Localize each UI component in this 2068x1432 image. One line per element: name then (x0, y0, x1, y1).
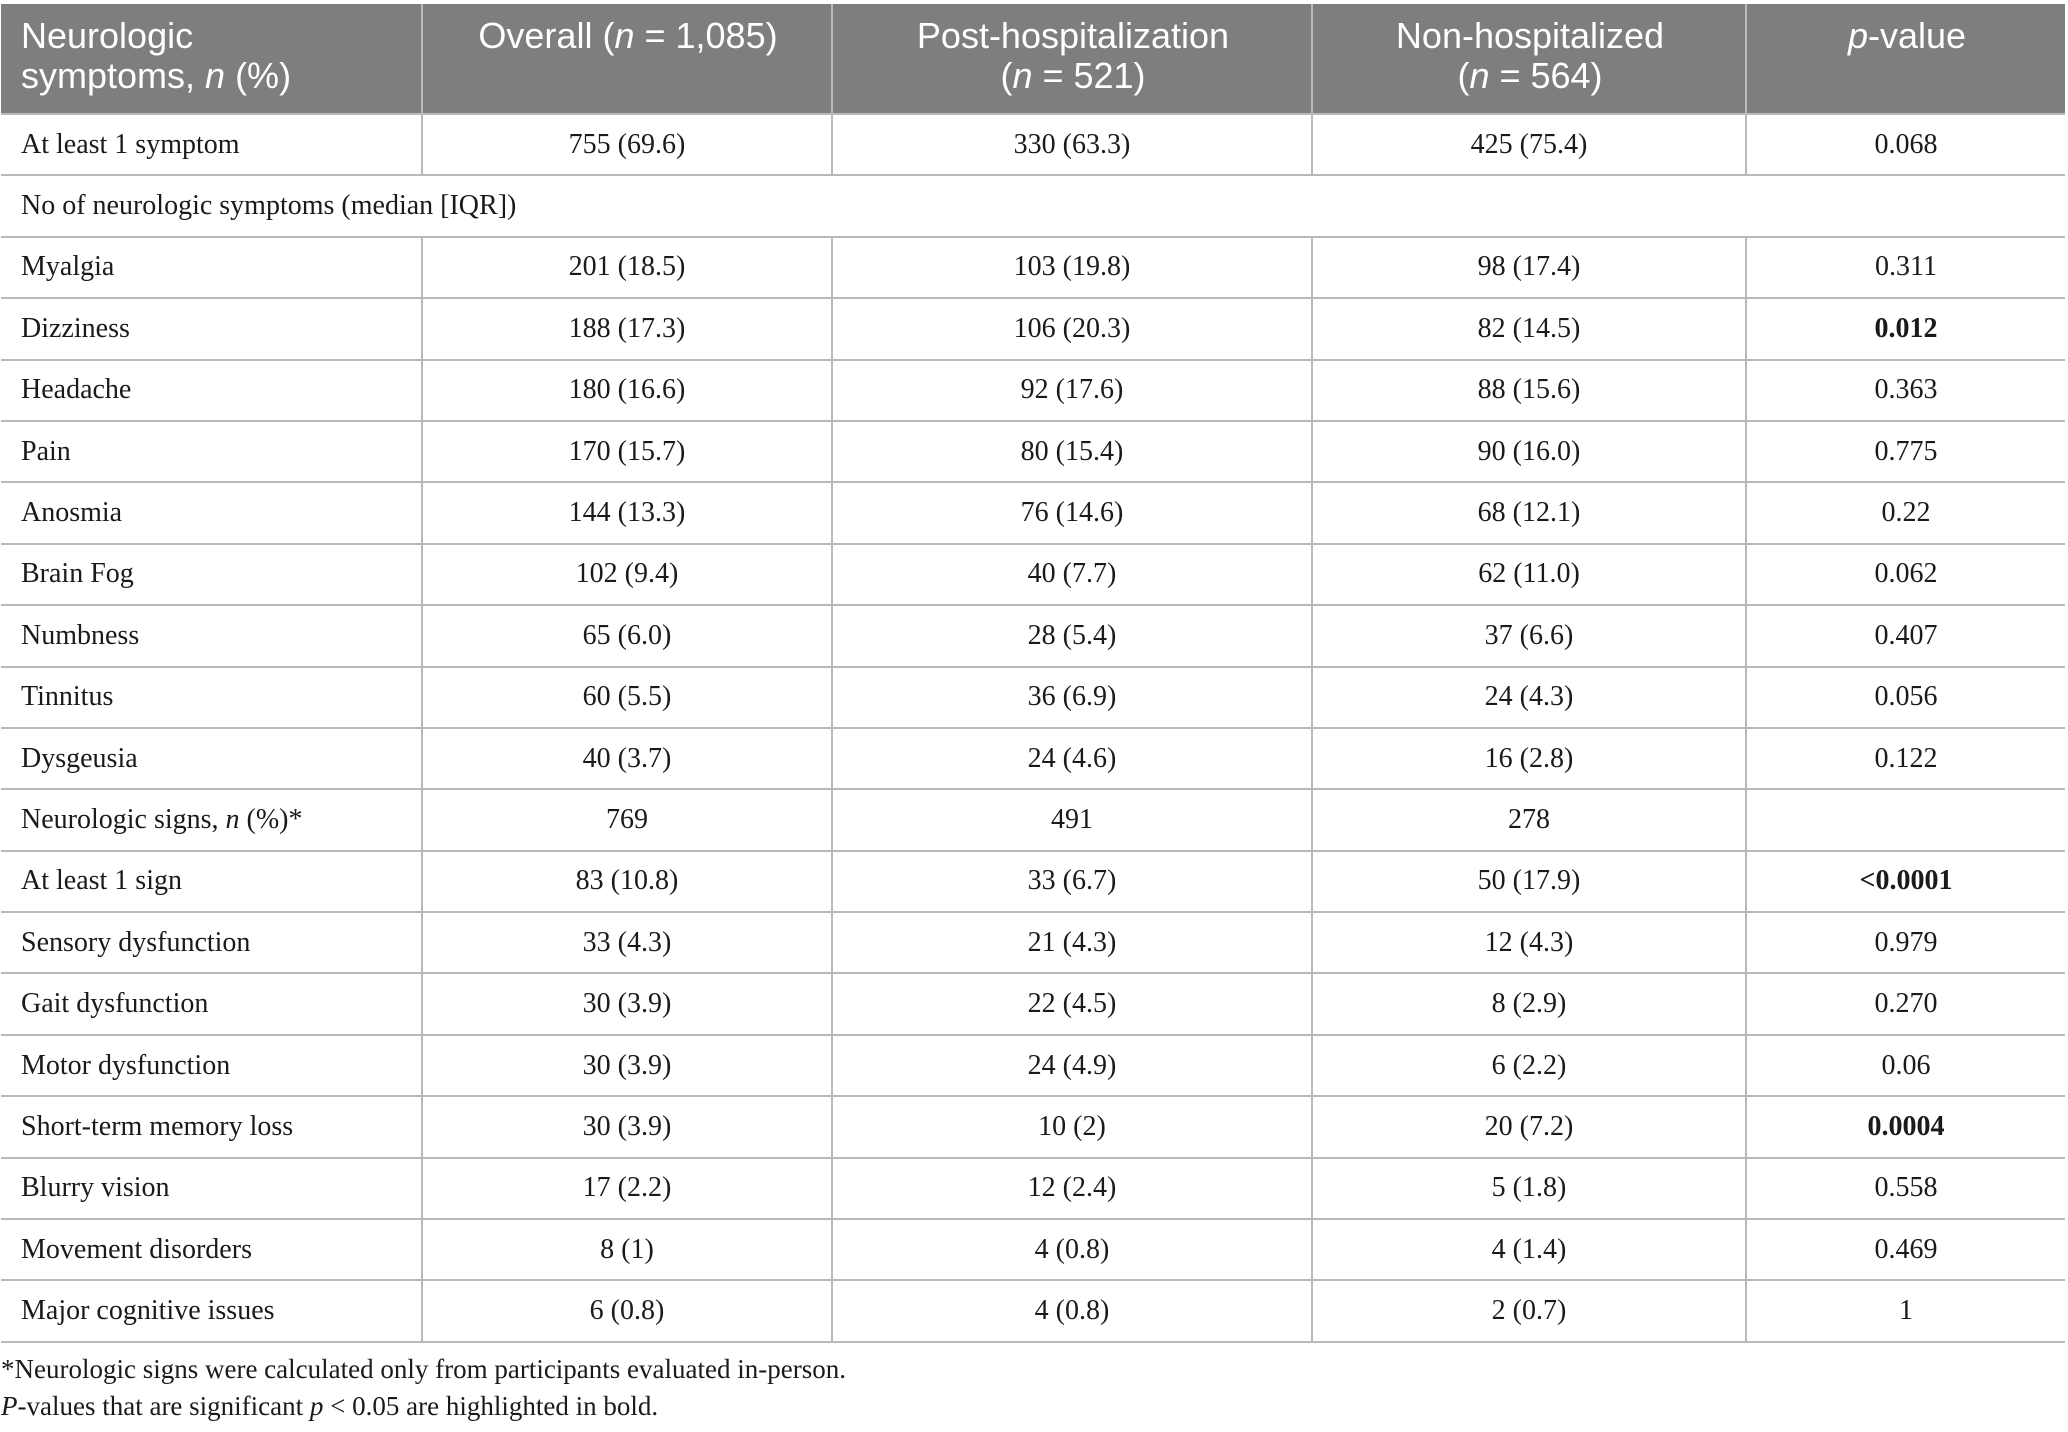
table-row (1, 544, 2065, 605)
cell-overall: 8 (1) (422, 1219, 832, 1280)
cell-post-hospitalization: 12 (2.4) (832, 1158, 1312, 1219)
cell-p-value: 0.363 (1746, 360, 2065, 421)
table-row (1, 851, 2065, 912)
table-header-row (1, 4, 2065, 114)
cell-p-value: 0.0004 (1746, 1096, 2065, 1157)
cell-p-value: 0.558 (1746, 1158, 2065, 1219)
row-label: Gait dysfunction (1, 973, 422, 1034)
cell-p-value: 0.407 (1746, 605, 2065, 666)
row-label: Neurologic signs, n (%)* (1, 789, 422, 850)
cell-non-hospitalized: 98 (17.4) (1312, 237, 1746, 298)
table-row (1, 114, 2065, 175)
cell-non-hospitalized: 5 (1.8) (1312, 1158, 1746, 1219)
cell-p-value: <0.0001 (1746, 851, 2065, 912)
row-label: Pain (1, 421, 422, 482)
cell-post-hospitalization: 22 (4.5) (832, 973, 1312, 1034)
cell-post-hospitalization: 24 (4.6) (832, 728, 1312, 789)
cell-p-value: 0.012 (1746, 298, 2065, 359)
cell-p-value: 1 (1746, 1280, 2065, 1341)
cell-non-hospitalized: 12 (4.3) (1312, 912, 1746, 973)
table-row (1, 789, 2065, 850)
cell-p-value: 0.122 (1746, 728, 2065, 789)
cell-p-value: 0.311 (1746, 237, 2065, 298)
row-label: Short-term memory loss (1, 1096, 422, 1157)
cell-overall: 30 (3.9) (422, 973, 832, 1034)
cell-p-value: 0.775 (1746, 421, 2065, 482)
footnotes (1, 1351, 846, 1425)
table-row (1, 298, 2065, 359)
cell-non-hospitalized: 82 (14.5) (1312, 298, 1746, 359)
cell-non-hospitalized: 24 (4.3) (1312, 667, 1746, 728)
cell-post-hospitalization: 33 (6.7) (832, 851, 1312, 912)
cell-overall: 30 (3.9) (422, 1096, 832, 1157)
cell-post-hospitalization: 4 (0.8) (832, 1219, 1312, 1280)
cell-post-hospitalization: 10 (2) (832, 1096, 1312, 1157)
table-row (1, 973, 2065, 1034)
cell-non-hospitalized: 2 (0.7) (1312, 1280, 1746, 1341)
cell-non-hospitalized: 88 (15.6) (1312, 360, 1746, 421)
cell-non-hospitalized: 8 (2.9) (1312, 973, 1746, 1034)
cell-post-hospitalization: 21 (4.3) (832, 912, 1312, 973)
cell-overall: 102 (9.4) (422, 544, 832, 605)
footnote-signs: *Neurologic signs were calculated only from participants evaluated in-person. (1, 1354, 846, 1384)
row-label: Numbness (1, 605, 422, 666)
cell-post-hospitalization: 330 (63.3) (832, 114, 1312, 175)
cell-post-hospitalization: 92 (17.6) (832, 360, 1312, 421)
table-row (1, 1158, 2065, 1219)
cell-post-hospitalization: 76 (14.6) (832, 482, 1312, 543)
cell-overall: 60 (5.5) (422, 667, 832, 728)
cell-post-hospitalization: 103 (19.8) (832, 237, 1312, 298)
cell-overall: 17 (2.2) (422, 1158, 832, 1219)
cell-non-hospitalized: 37 (6.6) (1312, 605, 1746, 666)
table-row (1, 482, 2065, 543)
cell-non-hospitalized: 50 (17.9) (1312, 851, 1746, 912)
row-label: Brain Fog (1, 544, 422, 605)
cell-overall: 30 (3.9) (422, 1035, 832, 1096)
table-row (1, 1096, 2065, 1157)
cell-non-hospitalized: 62 (11.0) (1312, 544, 1746, 605)
header-overall: Overall (n = 1,085) (422, 4, 832, 114)
cell-overall: 755 (69.6) (422, 114, 832, 175)
cell-post-hospitalization: 28 (5.4) (832, 605, 1312, 666)
row-label: Headache (1, 360, 422, 421)
table-row (1, 421, 2065, 482)
cell-post-hospitalization: 80 (15.4) (832, 421, 1312, 482)
footnote-significance: P-values that are significant p < 0.05 are highlighted in bold. (1, 1391, 659, 1421)
header-post-hospitalization: Post-hospitalization (n = 521) (832, 4, 1312, 114)
cell-p-value: 0.068 (1746, 114, 2065, 175)
cell-post-hospitalization: 106 (20.3) (832, 298, 1312, 359)
row-label: At least 1 sign (1, 851, 422, 912)
header-symptoms: Neurologic symptoms, n (%) (1, 4, 422, 114)
cell-non-hospitalized: 68 (12.1) (1312, 482, 1746, 543)
cell-overall: 65 (6.0) (422, 605, 832, 666)
table-row (1, 912, 2065, 973)
cell-post-hospitalization: 491 (832, 789, 1312, 850)
row-label: Motor dysfunction (1, 1035, 422, 1096)
cell-non-hospitalized: 4 (1.4) (1312, 1219, 1746, 1280)
neurologic-symptoms-table (1, 4, 2065, 1343)
table-row (1, 1219, 2065, 1280)
table-row (1, 175, 2065, 236)
cell-non-hospitalized: 20 (7.2) (1312, 1096, 1746, 1157)
cell-p-value: 0.06 (1746, 1035, 2065, 1096)
table-body (1, 114, 2065, 1342)
row-section-label: No of neurologic symptoms (median [IQR]) (1, 175, 2065, 236)
row-label: Major cognitive issues (1, 1280, 422, 1341)
cell-post-hospitalization: 24 (4.9) (832, 1035, 1312, 1096)
table-row (1, 728, 2065, 789)
cell-p-value: 0.270 (1746, 973, 2065, 1034)
row-label: Anosmia (1, 482, 422, 543)
row-label: Sensory dysfunction (1, 912, 422, 973)
cell-non-hospitalized: 6 (2.2) (1312, 1035, 1746, 1096)
row-label: Dizziness (1, 298, 422, 359)
cell-p-value: 0.979 (1746, 912, 2065, 973)
cell-non-hospitalized: 16 (2.8) (1312, 728, 1746, 789)
cell-non-hospitalized: 425 (75.4) (1312, 114, 1746, 175)
row-label: Movement disorders (1, 1219, 422, 1280)
cell-overall: 33 (4.3) (422, 912, 832, 973)
row-label: Dysgeusia (1, 728, 422, 789)
row-label: Blurry vision (1, 1158, 422, 1219)
table-row (1, 605, 2065, 666)
table-row (1, 667, 2065, 728)
cell-overall: 83 (10.8) (422, 851, 832, 912)
table-row (1, 237, 2065, 298)
row-label: Myalgia (1, 237, 422, 298)
header-p-value: p-value (1746, 4, 2065, 114)
cell-p-value: 0.22 (1746, 482, 2065, 543)
row-label: At least 1 symptom (1, 114, 422, 175)
cell-overall: 40 (3.7) (422, 728, 832, 789)
cell-post-hospitalization: 40 (7.7) (832, 544, 1312, 605)
cell-p-value (1746, 789, 2065, 850)
cell-non-hospitalized: 278 (1312, 789, 1746, 850)
cell-overall: 201 (18.5) (422, 237, 832, 298)
cell-overall: 170 (15.7) (422, 421, 832, 482)
table-row (1, 1280, 2065, 1341)
table-row (1, 360, 2065, 421)
cell-overall: 180 (16.6) (422, 360, 832, 421)
cell-overall: 144 (13.3) (422, 482, 832, 543)
cell-post-hospitalization: 36 (6.9) (832, 667, 1312, 728)
cell-overall: 188 (17.3) (422, 298, 832, 359)
cell-non-hospitalized: 90 (16.0) (1312, 421, 1746, 482)
cell-overall: 6 (0.8) (422, 1280, 832, 1341)
table-row (1, 1035, 2065, 1096)
cell-p-value: 0.056 (1746, 667, 2065, 728)
header-non-hospitalized: Non-hospitalized (n = 564) (1312, 4, 1746, 114)
cell-overall: 769 (422, 789, 832, 850)
cell-post-hospitalization: 4 (0.8) (832, 1280, 1312, 1341)
cell-p-value: 0.062 (1746, 544, 2065, 605)
row-label: Tinnitus (1, 667, 422, 728)
cell-p-value: 0.469 (1746, 1219, 2065, 1280)
